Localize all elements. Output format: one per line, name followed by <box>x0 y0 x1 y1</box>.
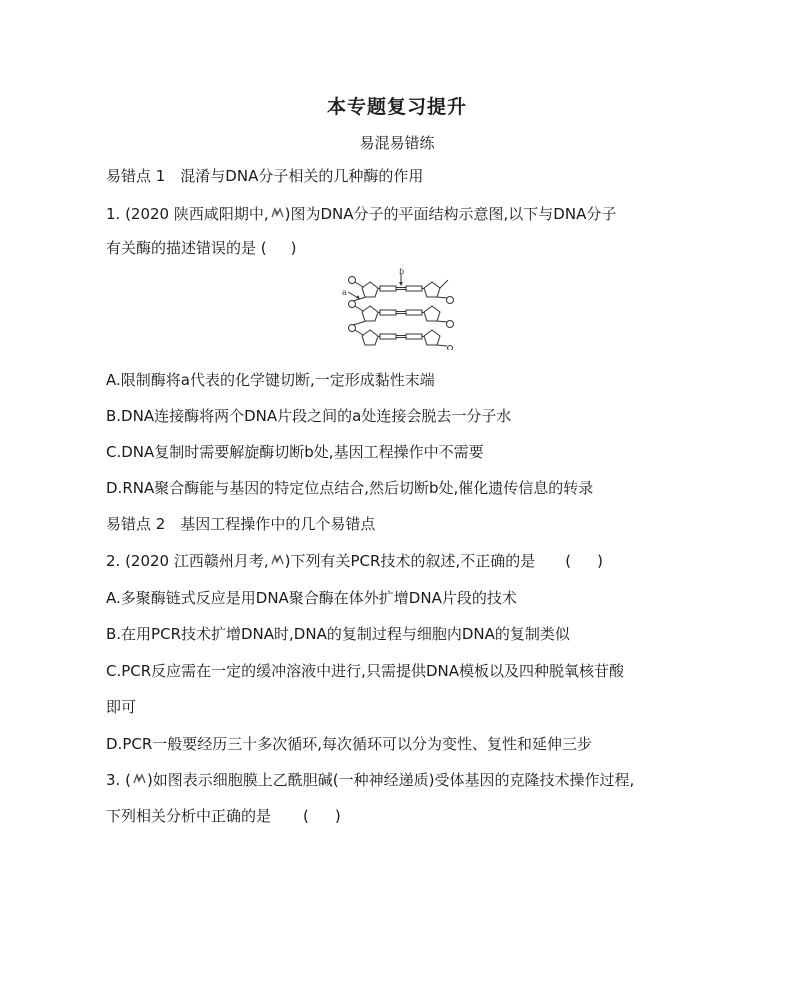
question-3-stem: )如图表示细胞膜上乙酰胆碱(一种神经递质)受体基因的克隆技术操作过程, <box>146 771 635 789</box>
difficulty-star-icon <box>131 773 147 785</box>
question-2-option-a: A.多聚酶链式反应是用DNA聚合酶在体外扩增DNA片段的技术 <box>106 589 517 607</box>
question-1-option-d: D.RNA聚合酶能与基因的特定位点结合,然后切断b处,催化遗传信息的转录 <box>106 479 594 497</box>
question-3-line-1 <box>106 770 634 790</box>
difficulty-star-icon <box>269 554 285 566</box>
question-1-stem-b: 有关酶的描述错误的是 ( <box>106 239 267 257</box>
section-heading-2: 易错点 2 基因工程操作中的几个易错点 <box>106 515 376 533</box>
question-3-stem-b: 下列相关分析中正确的是 <box>106 807 272 825</box>
question-2-paren-close: ) <box>597 552 603 570</box>
question-2-paren-open: ( <box>565 552 572 570</box>
question-2-option-c-cont: 即可 <box>106 698 137 716</box>
question-1-option-b: B.DNA连接酶将两个DNA片段之间的a处连接会脱去一分子水 <box>106 407 512 425</box>
question-3-line-2 <box>106 806 341 826</box>
question-1-stem-a: )图为DNA分子的平面结构示意图,以下与DNA分子 <box>284 205 617 223</box>
question-1-line-1 <box>106 204 616 224</box>
question-3-paren-close: ) <box>334 807 341 825</box>
question-2-option-b: B.在用PCR技术扩增DNA时,DNA的复制过程与细胞内DNA的复制类似 <box>106 625 570 643</box>
figure-label-b: b <box>399 268 405 276</box>
question-3-source: 3. ( <box>106 771 131 789</box>
question-2-option-c: C.PCR反应需在一定的缓冲溶液中进行,只需提供DNA模板以及四种脱氧核苷酸 <box>106 662 624 680</box>
difficulty-star-icon <box>269 207 285 219</box>
question-2-option-d: D.PCR一般要经历三十多次循环,每次循环可以分为变性、复性和延伸三步 <box>106 735 593 753</box>
page-title: 本专题复习提升 <box>326 96 467 118</box>
question-2-line-1 <box>106 551 603 571</box>
section-heading-1: 易错点 1 混淆与DNA分子相关的几种酶的作用 <box>106 167 424 185</box>
question-2-stem: )下列有关PCR技术的叙述,不正确的是 <box>284 552 536 570</box>
figure-label-a: a <box>342 288 347 297</box>
question-3-paren-open: ( <box>303 807 309 825</box>
question-1-source: 1. (2020 陕西咸阳期中, <box>106 205 269 223</box>
question-1-option-c: C.DNA复制时需要解旋酶切断b处,基因工程操作中不需要 <box>106 443 484 461</box>
question-1-option-a: A.限制酶将a代表的化学键切断,一定形成黏性末端 <box>106 371 435 389</box>
dna-structure-diagram <box>336 268 466 350</box>
question-1-line-2 <box>106 238 296 258</box>
question-1-answer-close: ) <box>290 239 297 257</box>
page-subtitle: 易混易错练 <box>359 134 435 152</box>
question-2-source: 2. (2020 江西赣州月考, <box>106 552 269 570</box>
